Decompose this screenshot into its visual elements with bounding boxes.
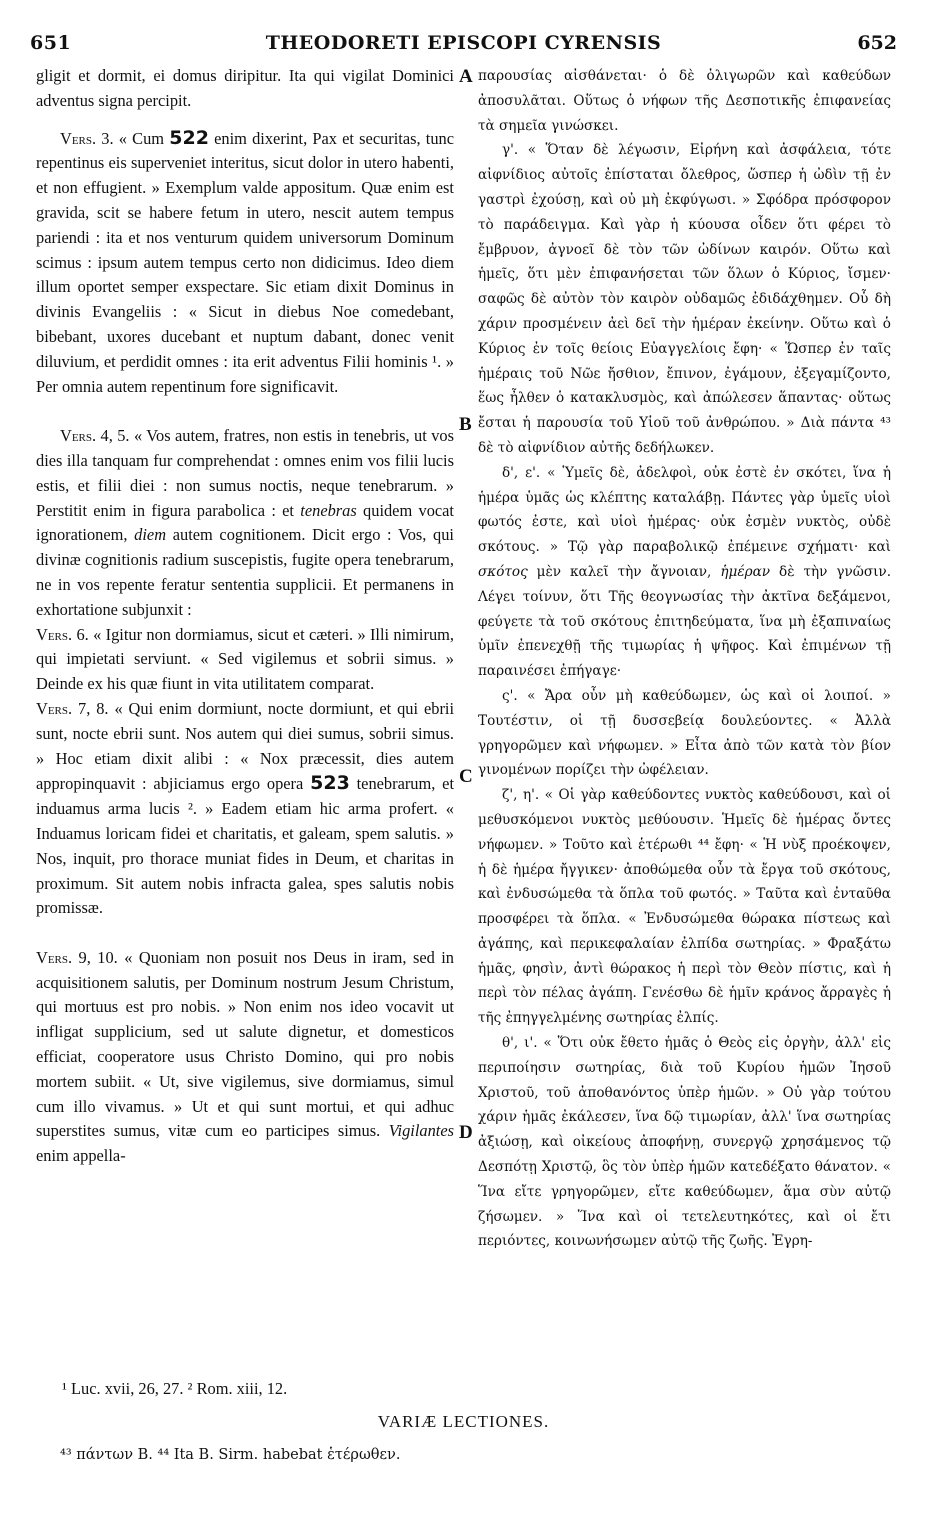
verse-text: μὲν καλεῖ τὴν ἄγνοιαν, <box>536 563 712 580</box>
latin-verse-6 <box>36 623 454 697</box>
verse-text: quidem vocat ignorationem, <box>36 500 454 545</box>
verse-text: δ', ε'. « Ὑμεῖς δὲ, ἀδελφοὶ, οὐκ ἐστὲ ἐν σκότει, ἵνα ἡ ἡμέρα ὑμᾶς ὡς κλέπτης καταλάβῃ. Πάντες γὰρ ὑμεῖς υἱοὶ φωτός ἐστε, καὶ υἱοὶ ἡμέρας· οὐκ ἐσμὲν νυκτὸς, οὐδὲ σκότους. » Τῷ γὰρ παραβολικῷ ἐπέμεινε σχήματι· καὶ <box>478 464 891 556</box>
verse-text: enim dixerint, Pax et securitas, tunc repentinus eis superveniet interitus, sicut dolor in utero habenti, et non effugient. » Exemplum valde appositum. Quæ enim est gravida, scit se habere fetum in utero, nescit autem tempus pariendi : ita et nos venturum quidem universorum Dominum scimus : ipsum autem tempus certo non didicimus. Ideo diem illum oportet semper exspectare. Sic etiam dixit Dominus in divinis Evangeliis : « Sicut in diebus Noe comedebant, bibebant, uxores ducebant et nuptum dabant, donec venit diluvium, et perdidit omnes : ita erit adventus Filii hominis ¹. » Per omnia autem repentinum fore significavit. <box>36 128 455 396</box>
verse-text: « Igitur non dormiamus, sicut et cæteri. » Illi nimirum, qui impietati serviunt. « Sed vigilemus et sobrii simus. » Deinde ex his quæ fiunt in vita utilitatem comparat. <box>36 624 454 694</box>
verse-text: « Cum <box>118 128 165 148</box>
column-number-522: 522 <box>169 126 209 149</box>
greek-verse-6: ς'. « Ἄρα οὖν μὴ καθεύδωμεν, ὡς καὶ οἱ λοιποί. » Τουτέστιν, οἱ τῇ δυσσεβείᾳ δουλεύοντες. « Ἀλλὰ γρηγορῶμεν καὶ νήφωμεν. » Εἶτα ἀπὸ τῶν κατὰ τὸν βίον γινομένων πορίζει τὴν ὠφέλειαν. <box>478 687 891 779</box>
latin-verse-7-8 <box>36 697 454 921</box>
page-header <box>0 32 927 62</box>
verse-label: Vers. 3. <box>60 128 114 148</box>
latin-verse-3 <box>36 126 454 400</box>
greek-verse-3: γ'. « Ὅταν δὲ λέγωσιν, Εἰρήνη καὶ ἀσφάλεια, τότε αἰφνίδιος αὐτοῖς ἐπίσταται ὄλεθρος, ὥσπερ ἡ ὠδὶν τῇ ἐν γαστρὶ ἐχούσῃ, καὶ οὐ μὴ ἐκφύγωσι. » Σφόδρα πρόσφορον τὸ παράδειγμα. Καὶ γὰρ ἡ κύουσα οἶδεν ὅτι φέρει τὸ ἔμβρυον, ἀγνοεῖ δὲ τὸν τῶν ὠδίνων καιρόν. Οὕτω καὶ ἡμεῖς, ὅτι μὲν ἐπιφανήσεται τῶν ὅλων ὁ Κύριος, ἴσμεν· σαφῶς δὲ αὐτὸν τὸν καιρὸν οὐδαμῶς ἐδιδάχθημεν. Οὗ δὴ χάριν προσμένειν ἀεὶ δεῖ τὴν ἡμέραν ἐκείνην. Οὕτω καὶ ὁ Κύριος ἐν τοῖς θείοις Εὐαγγελίοις ἔφη· « Ὥσπερ ἐν ταῖς ἡμέραις τοῦ Νῶε ἤσθιον, ἔπινον, ἐγάμουν, ἐξεγαμίζοντο, ἕως ἦλθεν ὁ κατακλυσμὸς, καὶ ἀπώλεσεν ἅπαντας· οὕτως ἔσται ἡ παρουσία τοῦ Υἱοῦ τοῦ ἀνθρώπου. » Διὰ πάντα ⁴³ δὲ τὸ αἰφνίδιον αὐτῆς δεδήλωκεν. <box>478 142 891 456</box>
italic-word: diem <box>134 525 167 545</box>
margin-marker-d: D <box>459 1122 473 1143</box>
verse-label: Vers. 6. <box>36 624 89 644</box>
verse-label: Vers. 7, 8. <box>36 698 109 718</box>
variae-lectiones-title: VARIÆ LECTIONES. <box>377 1412 550 1431</box>
margin-marker-a: A <box>459 66 473 87</box>
page-number-right: 652 <box>857 32 897 54</box>
variae-lectiones-notes: ⁴³ πάντων B. ⁴⁴ Ita B. Sirm. habebat ἑτέρωθεν. <box>60 1447 401 1463</box>
margin-marker-b: B <box>459 414 472 435</box>
verse-text: « Qui enim dormiunt, nocte dormiunt, et qui ebrii sunt, nocte ebrii sunt. Nos autem qui diei sumus, sobrii simus. » Hoc etiam dixit alibi : « Nox præcessit, dies autem appropinquavit : abjiciamus ergo opera <box>36 698 455 794</box>
margin-marker-c: C <box>459 766 473 787</box>
verse-text: δὲ τὴν γνῶσιν. Λέγει τοίνυν, ὅτι Τῆς θεογνωσίας τὴν ἀκτῖνα δεξάμενοι, φεύγετε τὰ τοῦ σκότους ἐπιτηδεύματα, ἵνα μὴ ἐξαπιναίως ὑμῖν ἐπενεχθῇ τῆς τιμωρίας ἡ ψῆφος. Καὶ ἐπιμένων τῇ παραινέσει ἐπήγαγε· <box>478 563 892 680</box>
greek-paragraph-intro: παρουσίας αἰσθάνεται· ὁ δὲ ὀλιγωρῶν καὶ καθεύδων ἀποσυλᾶται. Οὕτως ὁ νήφων τῆς Δεσποτικῆς ἐπιφανείας τὰ σημεῖα γινώσκει. <box>478 68 891 134</box>
latin-column <box>36 64 454 1169</box>
running-title: THEODORETI EPISCOPI CYRENSIS <box>265 32 662 54</box>
verse-text: « Vos autem, fratres, non estis in tenebris, ut vos dies illa tanquam fur comprehendat : omnes enim vos filii lucis estis, et filii diei : non sumus noctis, neque tenebrarum. » Perstitit enim in figura parabolica : et <box>36 426 454 520</box>
verse-text: tenebrarum, et induamus arma lucis ². » Eadem etiam hic arma profert. « Induamus loricam fidei et charitatis, et galeam, spem salutis. » Nos, inquit, pro thorace muniat fides in Deum, et charitas in proximum. Sit autem nobis infracta galea, spes salutis nobis promissæ. <box>36 774 454 918</box>
greek-verse-9-10: θ', ι'. « Ὅτι οὐκ ἔθετο ἡμᾶς ὁ Θεὸς εἰς ὀργὴν, ἀλλ' εἰς περιποίησιν σωτηρίας, διὰ τοῦ Κυρίου ἡμῶν Ἰησοῦ Χριστοῦ, τοῦ ἀποθανόντος ὑπὲρ ἡμῶν. » Οὐ γὰρ τούτου χάριν ἡμᾶς ἐκάλεσεν, ἵνα δῷ τιμωρίαν, ἀλλ' ἵνα σωτηρίας ἀξιώσῃ, καὶ οἰκείους ἀποφήνῃ, συνεργῷ χρησάμενος τῷ Δεσπότῃ Χριστῷ, ὃς τὸν ὑπὲρ ἡμῶν κατεδέξατο θάνατον. « Ἵνα εἴτε γρηγορῶμεν, εἴτε καθεύδωμεν, ἅμα σὺν αὐτῷ ζήσωμεν. » Ἵνα καὶ οἱ τετελευτηκότες, καὶ οἱ ἔτι περιόντες, κοινωνήσωμεν αὐτῷ τῆς ζωῆς. Ἐγρη- <box>478 1035 891 1250</box>
italic-word: tenebras <box>300 500 357 520</box>
verse-text: autem cognitionem. Dicit ergo : Vos, qui divinæ cognitionis radium suscepistis, fugite opera tenebrarum, ne in vos repente feratur sententia supplicii. Et permanens in exhortatione subjunxit : <box>36 525 454 619</box>
column-number-523: 523 <box>310 772 350 795</box>
greek-column <box>478 64 891 1254</box>
verse-text: « Quoniam non posuit nos Deus in iram, sed in acquisitionem salutis, per Dominum nostrum Jesum Christum, qui mortuus est pro nobis. » Non enim nos ideo vocavit ut infligat supplicium, sed ut salute dignetur, et domesticos efficiat, cooperatore usus Christo Domino, qui pro nobis mortem subiit. « Ut, sive vigilemus, sive dormiamus, simul cum illo vivamus. » Ut et qui sunt mortui, et qui adhuc superstites sumus, vitæ cum eo participes simus. <box>36 947 454 1141</box>
verse-label: Vers. 9, 10. <box>36 947 118 967</box>
greek-verse-7-8: ζ', η'. « Οἱ γὰρ καθεύδοντες νυκτὸς καθεύδουσι, καὶ οἱ μεθυσκόμενοι νυκτὸς μεθύουσιν. Ἡμεῖς δὲ ἡμέρας ὄντες νήφωμεν. » Τοῦτο καὶ ἑτέρωθι ⁴⁴ ἔφη· « Ἡ νὺξ προέκοψεν, ἡ δὲ ἡμέρα ἤγγικεν· ἀποθώμεθα οὖν τὰ ἔργα τοῦ σκότους, καὶ ἐνδυσώμεθα τὰ ὅπλα τοῦ φωτός. » Ταῦτα καὶ ἐνταῦθα προσφέρει τὰ ὅπλα. « Ἐνδυσώμεθα θώρακα πίστεως καὶ ἀγάπης, καὶ περικεφαλαίαν ἐλπίδα σωτηρίας. » Φραξάτω ἡμᾶς, φησὶν, ἀντὶ θώρακος ἡ περὶ τὸν Θεὸν πίστις, καὶ ἡ περὶ τὸν πέλας ἀγάπη. Γενέσθω δὲ ἡμῖν κράνος ἄρραγὲς ἡ τῆς ἐπηγγελμένης σωτηρίας ἐλπίς. <box>478 787 891 1027</box>
latin-verse-4-5 <box>36 424 454 622</box>
greek-verse-4-5 <box>478 461 891 684</box>
footnotes: ¹ Luc. xvii, 26, 27. ² Rom. xiii, 12. <box>62 1379 288 1398</box>
italic-word: σκότος <box>478 563 528 580</box>
page-number-left: 651 <box>30 32 72 54</box>
latin-paragraph-intro: gligit et dormit, ei domus diripitur. Ita qui vigilat Dominici adventus signa percipit. <box>36 66 454 110</box>
latin-verse-9-10 <box>36 946 454 1169</box>
verse-label: Vers. 4, 5. <box>60 426 130 446</box>
italic-word: Vigilantes <box>388 1121 454 1141</box>
verse-text: enim appella- <box>36 1146 126 1166</box>
italic-word: ἡμέραν <box>720 563 771 580</box>
